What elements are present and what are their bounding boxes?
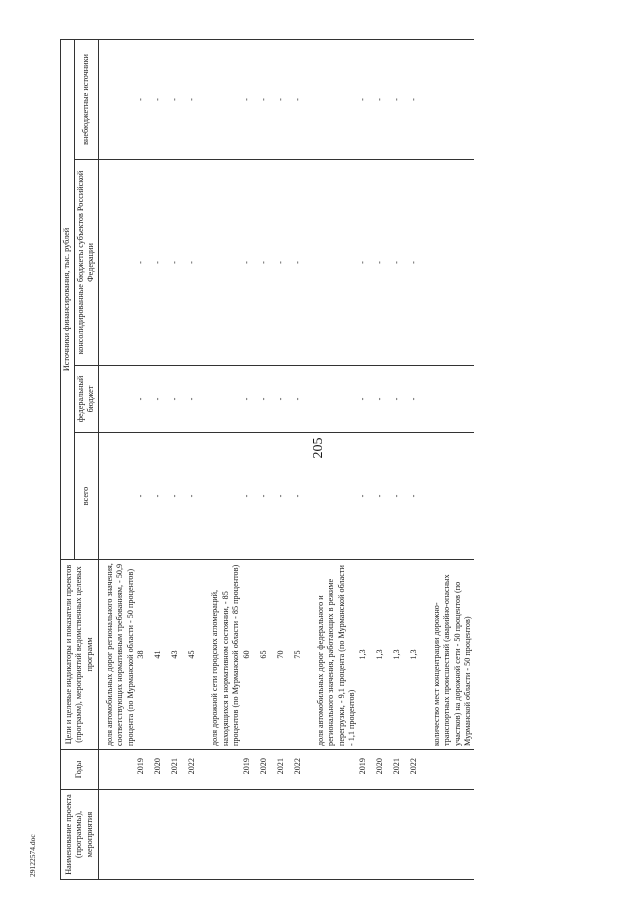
table-header — [61, 39, 99, 879]
year-cell: 2021 — [392, 750, 409, 790]
year-cell: 2021 — [276, 750, 293, 790]
header-total: всего — [74, 433, 98, 560]
extrabudgetary-cell: - — [276, 39, 293, 159]
consolidated-cell: - — [409, 160, 426, 366]
extrabudgetary-cell: - — [187, 39, 204, 159]
total-cell: - — [276, 433, 293, 560]
extrabudgetary-cell: - — [293, 39, 310, 159]
header-consolidated-budgets: консолидированные бюджеты субъектов Российской Федерации — [74, 160, 98, 366]
consolidated-cell: - — [187, 160, 204, 366]
federal-cell: - — [153, 366, 170, 433]
indicator-value: 45 — [187, 560, 204, 750]
indicator-value: 70 — [276, 560, 293, 750]
table-row — [392, 39, 409, 879]
consolidated-cell: - — [293, 160, 310, 366]
indicator-value: 1,3 — [375, 560, 392, 750]
extrabudgetary-cell: - — [259, 39, 276, 159]
extrabudgetary-cell: - — [136, 39, 153, 159]
header-extrabudgetary: внебюджетные источники — [74, 39, 98, 159]
consolidated-cell: - — [276, 160, 293, 366]
federal-cell: - — [242, 366, 259, 433]
indicator-value: 1,3 — [409, 560, 426, 750]
federal-cell: - — [293, 366, 310, 433]
table-row — [187, 39, 204, 879]
extrabudgetary-cell: - — [242, 39, 259, 159]
year-cell: 2021 — [170, 750, 187, 790]
year-cell: 2019 — [242, 750, 259, 790]
extrabudgetary-cell: - — [153, 39, 170, 159]
financing-table — [60, 39, 474, 880]
federal-cell: - — [409, 366, 426, 433]
consolidated-cell: - — [375, 160, 392, 366]
indicator-description: доля дорожной сети городских агломераций, находящихся в нормативном состоянии, - 85 процентов (по Мурманской области - 85 процентов) — [204, 560, 242, 750]
total-cell: - — [136, 433, 153, 560]
federal-cell: - — [392, 366, 409, 433]
extrabudgetary-cell: - — [170, 39, 187, 159]
total-cell: - — [259, 433, 276, 560]
federal-cell: - — [187, 366, 204, 433]
indicator-value: 43 — [170, 560, 187, 750]
indicator-value: 1,3 — [392, 560, 409, 750]
total-cell: - — [358, 433, 375, 560]
consolidated-cell: - — [358, 160, 375, 366]
table-row — [358, 39, 375, 879]
table-row — [375, 39, 392, 879]
year-cell: 2019 — [136, 750, 153, 790]
total-cell: - — [170, 433, 187, 560]
table-row — [170, 39, 187, 879]
indicator-value: 38 — [136, 560, 153, 750]
table-body — [98, 39, 474, 879]
year-cell: 2020 — [259, 750, 276, 790]
year-cell: 2020 — [153, 750, 170, 790]
table-row — [426, 39, 474, 879]
federal-cell: - — [136, 366, 153, 433]
extrabudgetary-cell: - — [358, 39, 375, 159]
consolidated-cell: - — [136, 160, 153, 366]
federal-cell: - — [375, 366, 392, 433]
indicator-value: 60 — [242, 560, 259, 750]
header-project-name: Наименование проекта (программы), мероприятия — [61, 790, 99, 880]
federal-cell: - — [276, 366, 293, 433]
extrabudgetary-cell: - — [409, 39, 426, 159]
table-row — [242, 39, 259, 879]
total-cell: - — [375, 433, 392, 560]
indicator-value: 1,3 — [358, 560, 375, 750]
federal-cell: - — [259, 366, 276, 433]
document-footer-id: 29122574.doc — [28, 834, 37, 877]
table-row — [136, 39, 153, 879]
header-federal-budget: федеральный бюджет — [74, 366, 98, 433]
total-cell: - — [392, 433, 409, 560]
extrabudgetary-cell: - — [392, 39, 409, 159]
year-cell: 2022 — [187, 750, 204, 790]
page-number: 205 — [311, 437, 326, 459]
total-cell: - — [187, 433, 204, 560]
table-row — [259, 39, 276, 879]
table-row — [310, 39, 358, 879]
consolidated-cell: - — [242, 160, 259, 366]
table-row — [293, 39, 310, 879]
indicator-description: доля автомобильных дорог федерального и регионального значения, работающих в режиме перегрузки, - 9,1 процента (по Мурманской области - 1,1 процентов) — [310, 560, 358, 750]
table-row — [153, 39, 170, 879]
total-cell: - — [293, 433, 310, 560]
header-goals: Цели и целевые индикаторы и показатели проектов (программ), мероприятий ведомственных целевых программ — [61, 560, 99, 750]
table-row — [409, 39, 426, 879]
year-cell: 2020 — [375, 750, 392, 790]
header-financing-sources: Источники финансирования, тыс. рублей — [61, 39, 75, 559]
consolidated-cell: - — [170, 160, 187, 366]
consolidated-cell: - — [392, 160, 409, 366]
federal-cell: - — [170, 366, 187, 433]
table-row — [276, 39, 293, 879]
consolidated-cell: - — [259, 160, 276, 366]
total-cell: - — [409, 433, 426, 560]
indicator-value: 41 — [153, 560, 170, 750]
year-cell: 2022 — [293, 750, 310, 790]
indicator-description: количество мест концентрации дорожно-транспортных происшествий (аварийно-опасных участков) на дорожной сети - 50 процентов (по Мурманской области - 50 процентов) — [426, 560, 474, 750]
rotated-table-container — [60, 40, 510, 880]
indicator-value: 65 — [259, 560, 276, 750]
federal-cell: - — [358, 366, 375, 433]
year-cell: 2019 — [358, 750, 375, 790]
table-row — [204, 39, 242, 879]
total-cell: - — [153, 433, 170, 560]
total-cell: - — [242, 433, 259, 560]
extrabudgetary-cell: - — [375, 39, 392, 159]
indicator-description: доля автомобильных дорог регионального значения, соответствующих нормативным требованиям, - 50,9 процента (по Мурманской области - 50 процентов) — [98, 560, 136, 750]
table-row — [98, 39, 136, 879]
year-cell: 2022 — [409, 750, 426, 790]
indicator-value: 75 — [293, 560, 310, 750]
header-years: Годы — [61, 750, 99, 790]
consolidated-cell: - — [153, 160, 170, 366]
